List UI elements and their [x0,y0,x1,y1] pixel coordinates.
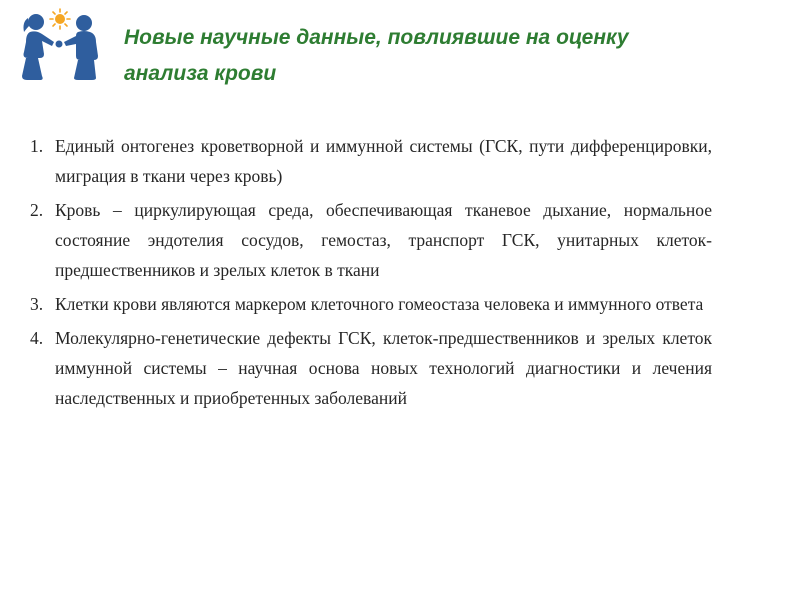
child-left-icon [22,14,54,80]
list-item [30,195,712,285]
list-item-text: Молекулярно-генетические дефекты ГСК, клеток-предшественников и зрелых клеток иммунной системы – научная основа новых технологий диагностики и лечения наследственных и приобретенных заболеваний [55,328,712,408]
list-item-number: 2. [30,200,44,220]
child-right-icon [64,15,98,80]
list-item-number: 1. [30,136,44,156]
numbered-list [30,131,712,417]
list-item-text: Единый онтогенез кроветворной и иммунной системы (ГСК, пути дифференцировки, миграция в ткани через кровь) [55,136,712,186]
children-logo-icon [14,8,106,82]
title-line-1: Новые научные данные, повлиявшие на оценку [124,26,629,49]
list-item-text: Клетки крови являются маркером клеточного гомеостаза человека и иммунного ответа [55,294,704,314]
title-line-2: анализа крови [124,62,277,85]
list-item [30,289,712,319]
list-item [30,131,712,191]
list-item-number: 4. [30,328,44,348]
sun-icon [50,9,70,29]
list-item-text: Кровь – циркулирующая среда, обеспечивающая тканевое дыхание, нормальное состояние эндотелия сосудов, гемостаз, транспорт ГСК, унитарных клеток-предшественников и зрелых клеток в ткани [55,200,712,280]
slide-title [124,20,764,92]
list-item-number: 3. [30,294,44,314]
list-item [30,323,712,413]
